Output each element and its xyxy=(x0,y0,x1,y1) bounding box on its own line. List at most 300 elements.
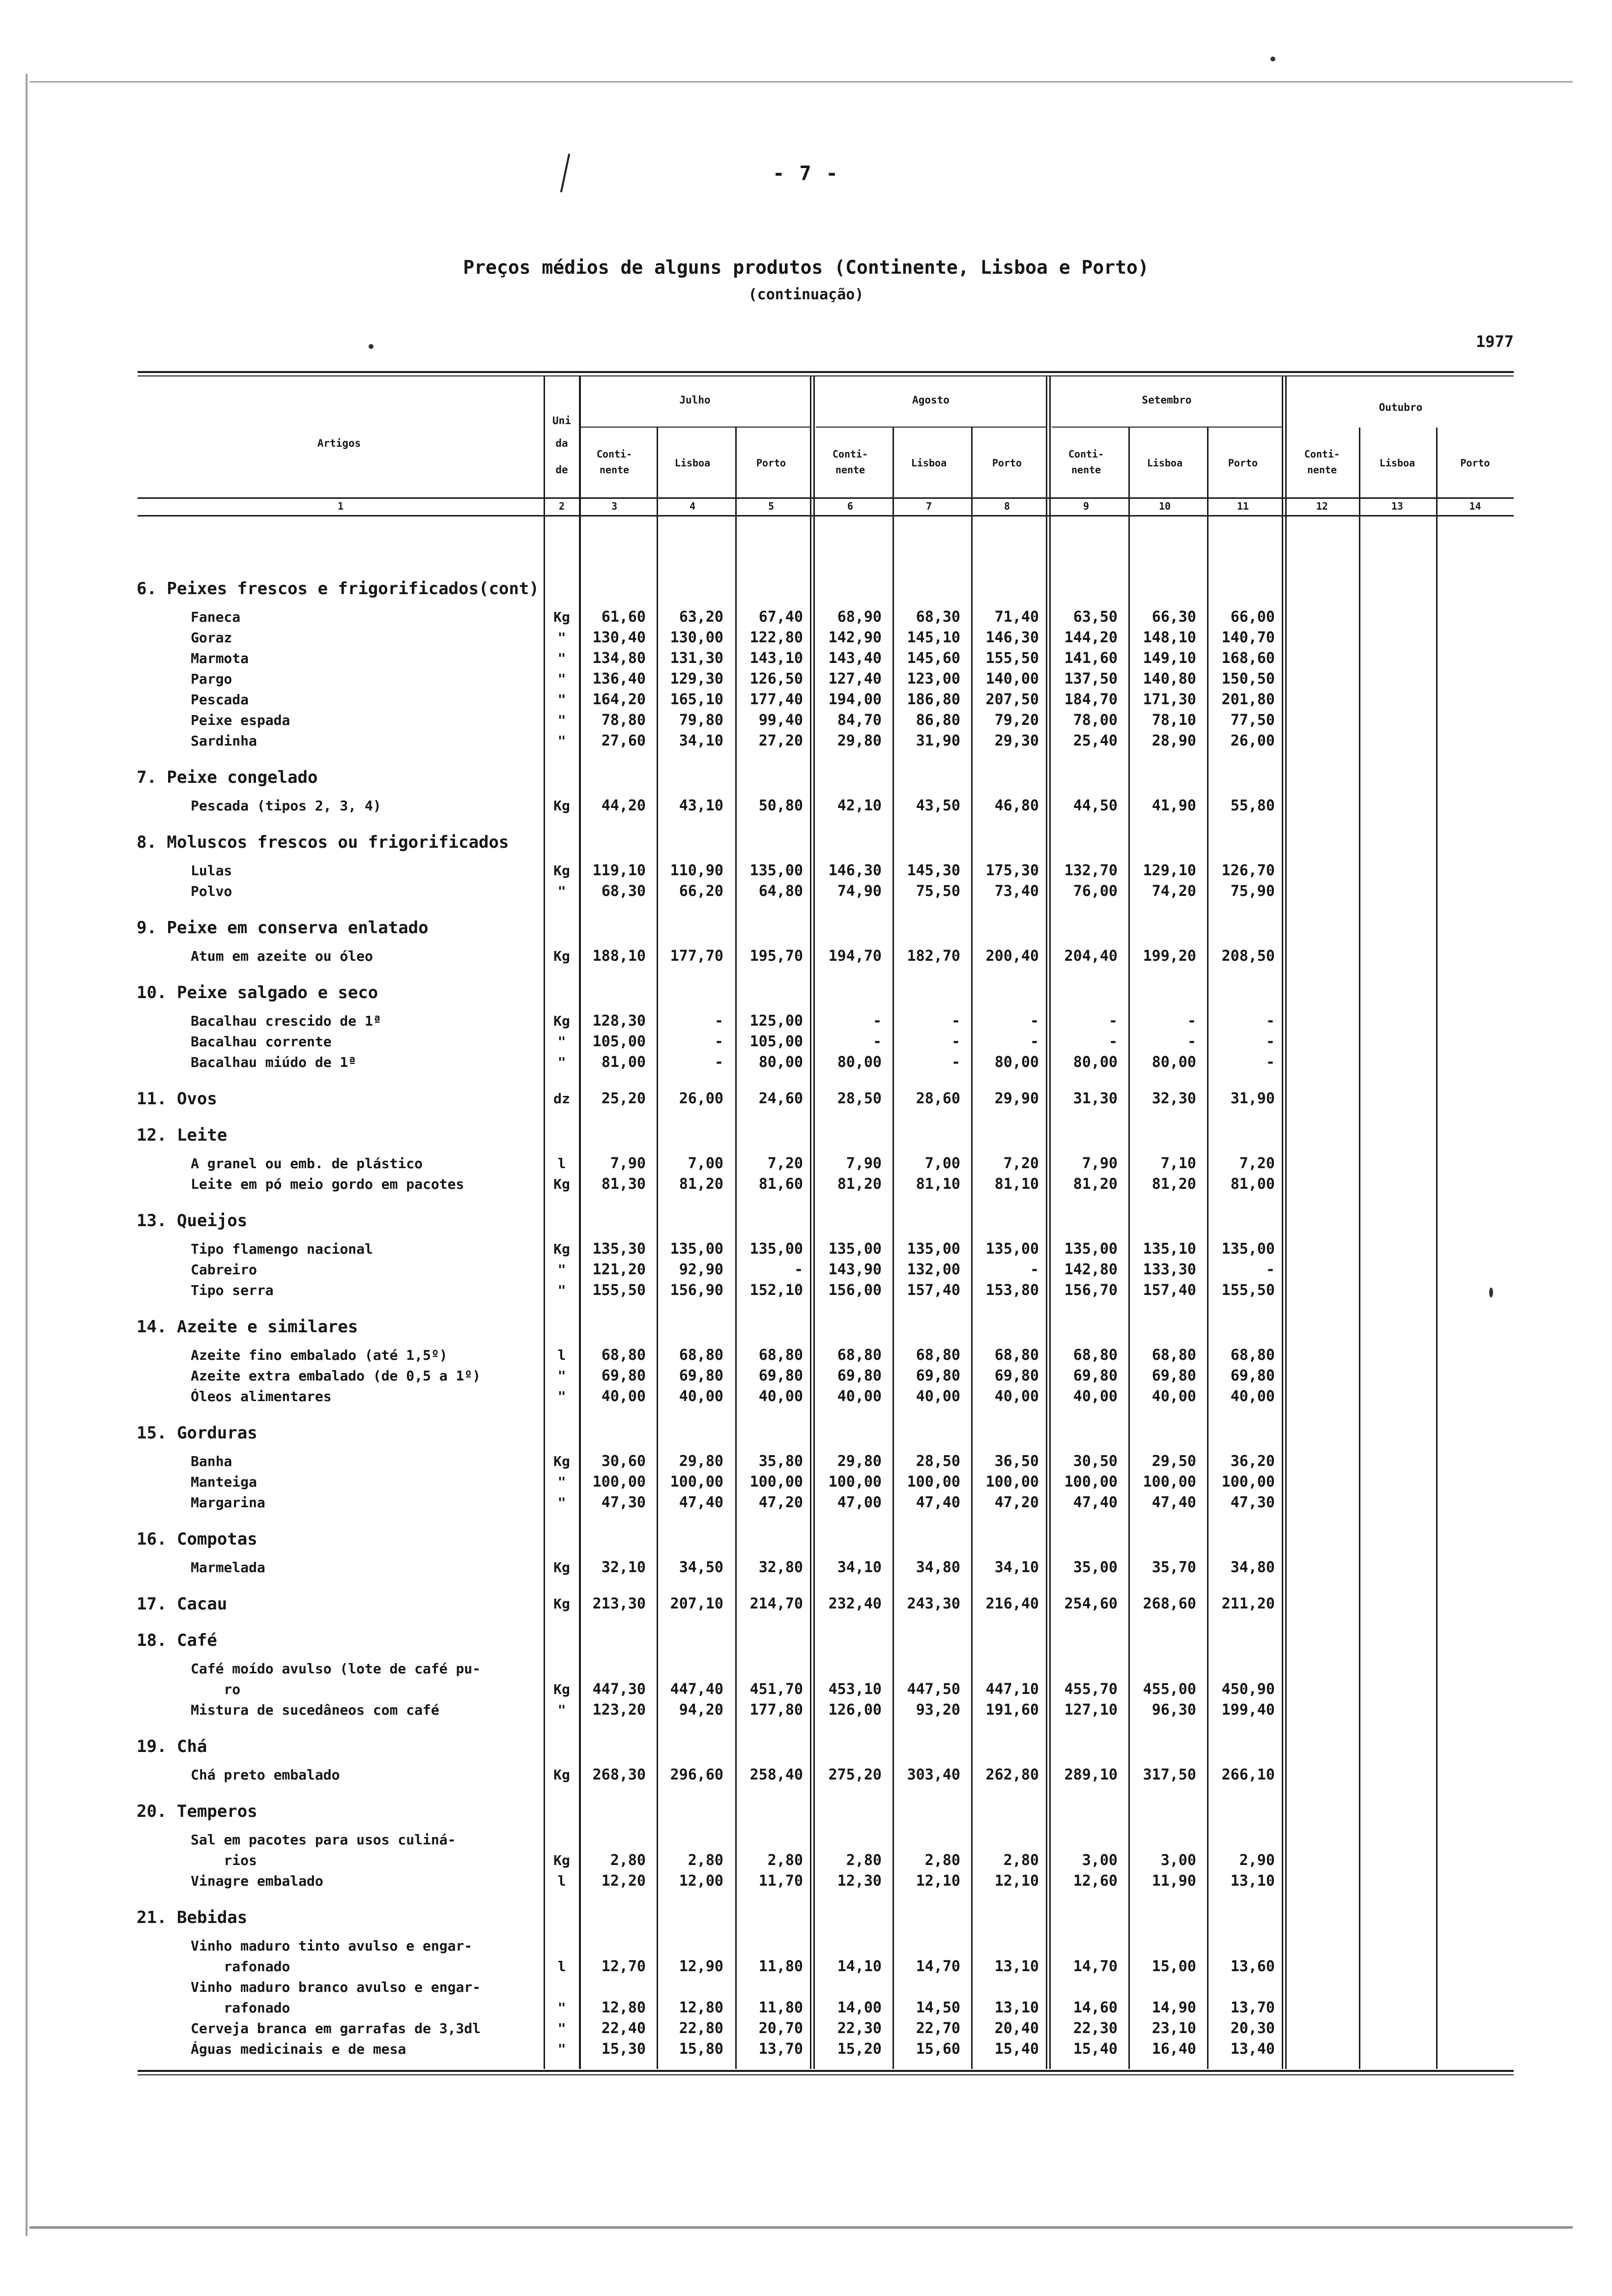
price-cell: 69,80 xyxy=(679,1367,723,1384)
price-cell: 46,80 xyxy=(994,797,1039,814)
header-month-outubro: Outubro xyxy=(1379,402,1423,413)
price-cell: 127,40 xyxy=(828,670,882,688)
header-month-julho: Julho xyxy=(679,394,711,406)
item-name: Café moído avulso (lote de café pu- xyxy=(191,1661,481,1677)
price-cell: - xyxy=(1266,1054,1275,1071)
price-cell: 126,50 xyxy=(749,670,803,688)
scan-speck xyxy=(1270,57,1275,61)
price-cell: 80,00 xyxy=(1073,1054,1118,1071)
table-row xyxy=(0,690,1612,711)
price-cell: - xyxy=(872,1033,882,1050)
price-cell: 2,80 xyxy=(688,1852,723,1869)
price-cell: 40,00 xyxy=(1073,1388,1118,1405)
header-porto: Porto xyxy=(1460,457,1490,469)
price-cell: 42,10 xyxy=(837,797,882,814)
header-unidade-1: Uni xyxy=(552,415,571,427)
header-porto: Porto xyxy=(756,457,786,469)
price-cell: 41,90 xyxy=(1151,797,1196,814)
price-cell: 194,70 xyxy=(828,947,882,965)
price-cell: - xyxy=(1030,1033,1039,1050)
column-number: 12 xyxy=(1316,500,1328,512)
price-cell: 80,00 xyxy=(758,1054,803,1071)
price-cell: 28,60 xyxy=(916,1090,960,1107)
price-cell: 171,30 xyxy=(1143,691,1196,708)
column-number: 8 xyxy=(1004,500,1010,512)
price-cell: 68,80 xyxy=(1230,1347,1275,1364)
unit-cell: " xyxy=(557,2000,566,2016)
price-cell: 207,10 xyxy=(670,1595,723,1612)
price-cell: 152,10 xyxy=(749,1282,803,1299)
unit-cell: Kg xyxy=(553,1453,570,1469)
header-month-setembro: Setembro xyxy=(1142,394,1192,406)
header-artigos: Artigos xyxy=(317,437,361,449)
price-cell: 96,30 xyxy=(1151,1701,1196,1719)
price-cell: 455,70 xyxy=(1064,1681,1118,1698)
price-cell: - xyxy=(951,1033,960,1050)
price-cell: 80,00 xyxy=(1151,1054,1196,1071)
price-cell: 23,10 xyxy=(1151,2020,1196,2037)
price-cell: 119,10 xyxy=(592,862,646,879)
price-cell: 3,00 xyxy=(1082,1852,1118,1869)
price-cell: 68,80 xyxy=(837,1347,882,1364)
table-row xyxy=(0,649,1612,669)
price-cell: - xyxy=(1266,1261,1275,1278)
table-row xyxy=(0,1978,1612,1998)
price-cell: - xyxy=(794,1261,803,1278)
price-cell: 47,20 xyxy=(758,1494,803,1511)
price-cell: 133,30 xyxy=(1143,1261,1196,1278)
price-cell: 35,70 xyxy=(1151,1559,1196,1576)
price-cell: 2,80 xyxy=(1003,1852,1039,1869)
price-cell: 2,80 xyxy=(767,1852,803,1869)
price-cell: 188,10 xyxy=(592,947,646,965)
item-name: Tipo serra xyxy=(191,1282,274,1298)
price-cell: 30,60 xyxy=(601,1453,646,1470)
price-cell: 32,30 xyxy=(1151,1090,1196,1107)
price-cell: 28,50 xyxy=(916,1453,960,1470)
item-name: Polvo xyxy=(191,883,232,899)
header-continente: nente xyxy=(835,464,865,476)
price-cell: 29,50 xyxy=(1151,1453,1196,1470)
price-cell: 100,00 xyxy=(1221,1473,1275,1491)
price-cell: 317,50 xyxy=(1143,1766,1196,1783)
table-row xyxy=(0,1053,1612,1073)
unit-cell: l xyxy=(557,1347,566,1363)
price-cell: 2,80 xyxy=(610,1852,646,1869)
unit-cell: Kg xyxy=(553,1176,570,1192)
price-cell: 14,70 xyxy=(916,1958,960,1975)
unit-cell: Kg xyxy=(553,1013,570,1029)
unit-cell: " xyxy=(557,1474,566,1490)
price-cell: 79,20 xyxy=(994,712,1039,729)
price-cell: 268,60 xyxy=(1143,1595,1196,1612)
price-cell: 81,20 xyxy=(837,1176,882,1193)
item-name: Mistura de sucedâneos com café xyxy=(191,1702,439,1718)
price-cell: 12,10 xyxy=(916,1872,960,1890)
price-cell: 447,30 xyxy=(592,1681,646,1698)
price-cell: 208,50 xyxy=(1221,947,1275,965)
price-cell: 15,60 xyxy=(916,2040,960,2058)
price-cell: 81,00 xyxy=(601,1054,646,1071)
table-row xyxy=(0,1281,1612,1301)
price-cell: - xyxy=(872,1012,882,1030)
price-cell: 31,30 xyxy=(1073,1090,1118,1107)
unit-cell: " xyxy=(557,1054,566,1070)
unit-cell: " xyxy=(557,671,566,687)
column-number: 5 xyxy=(768,500,775,512)
section-heading: 11. Ovos xyxy=(137,1089,217,1109)
item-name: Cerveja branca em garrafas de 3,3dl xyxy=(191,2020,481,2037)
price-cell: 69,80 xyxy=(837,1367,882,1384)
section-heading: 20. Temperos xyxy=(137,1802,258,1821)
unit-cell: Kg xyxy=(553,948,570,964)
price-cell: 67,40 xyxy=(758,608,803,626)
price-cell: 68,30 xyxy=(601,883,646,900)
price-cell: - xyxy=(1108,1033,1118,1050)
unit-cell: l xyxy=(557,1958,566,1975)
price-cell: 7,00 xyxy=(688,1155,723,1172)
price-cell: 81,60 xyxy=(758,1176,803,1193)
price-cell: 135,00 xyxy=(828,1240,882,1258)
price-cell: 69,80 xyxy=(758,1367,803,1384)
price-cell: 207,50 xyxy=(985,691,1039,708)
price-cell: 135,00 xyxy=(749,862,803,879)
column-number: 6 xyxy=(847,500,854,512)
price-cell: 63,20 xyxy=(679,608,723,626)
item-name: Goraz xyxy=(191,630,232,646)
price-cell: 289,10 xyxy=(1064,1766,1118,1783)
price-cell: 55,80 xyxy=(1230,797,1275,814)
price-cell: 13,10 xyxy=(994,1999,1039,2016)
price-cell: 40,00 xyxy=(679,1388,723,1405)
price-cell: 12,60 xyxy=(1073,1872,1118,1890)
price-cell: 40,00 xyxy=(994,1388,1039,1405)
item-name: Bacalhau miúdo de 1ª xyxy=(191,1054,357,1070)
section-heading: 9. Peixe em conserva enlatado xyxy=(137,918,429,938)
table-row xyxy=(0,1936,1612,1957)
price-cell: - xyxy=(1187,1033,1196,1050)
price-cell: 78,00 xyxy=(1073,712,1118,729)
price-cell: 20,40 xyxy=(994,2020,1039,2037)
price-cell: 447,50 xyxy=(907,1681,960,1698)
price-cell: 29,80 xyxy=(679,1453,723,1470)
price-cell: 153,80 xyxy=(985,1282,1039,1299)
column-number: 10 xyxy=(1158,500,1171,512)
price-cell: 156,00 xyxy=(828,1282,882,1299)
price-cell: 128,30 xyxy=(592,1012,646,1030)
price-cell: 28,50 xyxy=(837,1090,882,1107)
price-cell: 184,70 xyxy=(1064,691,1118,708)
price-cell: 143,10 xyxy=(749,650,803,667)
header-lisboa: Lisboa xyxy=(911,457,947,469)
unit-cell: l xyxy=(557,1873,566,1889)
unit-cell: " xyxy=(557,1033,566,1050)
unit-cell: Kg xyxy=(553,1559,570,1576)
price-cell: 22,40 xyxy=(601,2020,646,2037)
unit-cell: " xyxy=(557,1368,566,1384)
price-cell: 80,00 xyxy=(994,1054,1039,1071)
table-row xyxy=(0,1452,1612,1472)
price-cell: 127,10 xyxy=(1064,1701,1118,1719)
table-row xyxy=(0,1472,1612,1493)
header-unidade-2: da xyxy=(555,437,568,449)
price-cell: 69,80 xyxy=(1073,1367,1118,1384)
price-cell: 15,30 xyxy=(601,2040,646,2058)
price-cell: 12,70 xyxy=(601,1958,646,1975)
price-cell: 12,10 xyxy=(994,1872,1039,1890)
price-cell: 150,50 xyxy=(1221,670,1275,688)
item-name: Faneca xyxy=(191,609,241,625)
document-title: Preços médios de alguns produtos (Continente, Lisboa e Porto) xyxy=(463,257,1149,278)
price-cell: 47,40 xyxy=(916,1494,960,1511)
price-cell: 32,80 xyxy=(758,1559,803,1576)
price-cell: 34,80 xyxy=(1230,1559,1275,1576)
table-row xyxy=(0,1700,1612,1721)
table-row xyxy=(0,1366,1612,1387)
header-continente: Conti- xyxy=(596,448,633,460)
price-cell: 40,00 xyxy=(837,1388,882,1405)
price-cell: 34,10 xyxy=(994,1559,1039,1576)
price-cell: 131,30 xyxy=(670,650,723,667)
price-cell: 36,50 xyxy=(994,1453,1039,1470)
table-row xyxy=(0,1871,1612,1892)
item-name: Sardinha xyxy=(191,733,257,749)
price-cell: 66,20 xyxy=(679,883,723,900)
price-cell: 11,80 xyxy=(758,1958,803,1975)
scan-border-left xyxy=(26,74,28,2236)
column-number: 4 xyxy=(689,500,696,512)
price-cell: 268,30 xyxy=(592,1766,646,1783)
table-row xyxy=(0,1493,1612,1514)
price-cell: 12,80 xyxy=(601,1999,646,2016)
price-cell: 447,40 xyxy=(670,1681,723,1698)
price-cell: 143,90 xyxy=(828,1261,882,1278)
table-row xyxy=(0,947,1612,967)
header-lisboa: Lisboa xyxy=(674,457,711,469)
item-name: rafonado xyxy=(191,1958,290,1975)
price-cell: 164,20 xyxy=(592,691,646,708)
price-cell: 155,50 xyxy=(1221,1282,1275,1299)
price-cell: 13,70 xyxy=(758,2040,803,2058)
price-cell: 213,30 xyxy=(592,1595,646,1612)
table-row xyxy=(0,1659,1612,1680)
price-cell: 141,60 xyxy=(1064,650,1118,667)
price-cell: 11,90 xyxy=(1151,1872,1196,1890)
price-cell: 73,40 xyxy=(994,883,1039,900)
unit-cell: " xyxy=(557,712,566,728)
price-cell: 135,00 xyxy=(1221,1240,1275,1258)
price-cell: 135,00 xyxy=(907,1240,960,1258)
price-cell: 14,90 xyxy=(1151,1999,1196,2016)
price-cell: 455,00 xyxy=(1143,1681,1196,1698)
price-cell: 148,10 xyxy=(1143,629,1196,646)
price-cell: 14,60 xyxy=(1073,1999,1118,2016)
price-cell: 47,40 xyxy=(1073,1494,1118,1511)
price-cell: - xyxy=(1266,1012,1275,1030)
column-number: 3 xyxy=(611,500,618,512)
price-cell: 157,40 xyxy=(907,1282,960,1299)
price-cell: 69,80 xyxy=(994,1367,1039,1384)
price-cell: 126,70 xyxy=(1221,862,1275,879)
table-row xyxy=(0,1830,1612,1851)
unit-cell: Kg xyxy=(553,609,570,625)
price-cell: 35,00 xyxy=(1073,1559,1118,1576)
price-cell: 68,80 xyxy=(1151,1347,1196,1364)
price-cell: 16,40 xyxy=(1151,2040,1196,2058)
header-continente: Conti- xyxy=(832,448,868,460)
unit-cell: Kg xyxy=(553,1241,570,1257)
price-cell: 453,10 xyxy=(828,1681,882,1698)
item-name: Vinho maduro branco avulso e engar- xyxy=(191,1979,481,1995)
price-cell: 12,90 xyxy=(679,1958,723,1975)
price-cell: 68,30 xyxy=(916,608,960,626)
price-cell: 145,30 xyxy=(907,862,960,879)
price-cell: 122,80 xyxy=(749,629,803,646)
price-cell: 135,00 xyxy=(670,1240,723,1258)
scan-speck xyxy=(1489,1288,1493,1297)
item-name: Tipo flamengo nacional xyxy=(191,1241,373,1257)
price-cell: 142,80 xyxy=(1064,1261,1118,1278)
unit-cell: " xyxy=(557,2020,566,2037)
price-cell: 13,70 xyxy=(1230,1999,1275,2016)
price-cell: 100,00 xyxy=(828,1473,882,1491)
price-cell: 165,10 xyxy=(670,691,723,708)
price-cell: 199,20 xyxy=(1143,947,1196,965)
price-cell: 47,30 xyxy=(1230,1494,1275,1511)
price-cell: 74,20 xyxy=(1151,883,1196,900)
table-row xyxy=(0,1957,1612,1978)
price-cell: 40,00 xyxy=(758,1388,803,1405)
header-month-agosto: Agosto xyxy=(912,394,950,406)
unit-cell: " xyxy=(557,650,566,666)
item-name: rios xyxy=(191,1852,257,1868)
item-name: Sal em pacotes para usos culiná- xyxy=(191,1832,456,1848)
price-cell: 11,70 xyxy=(758,1872,803,1890)
item-name: Banha xyxy=(191,1453,232,1469)
price-cell: 145,10 xyxy=(907,629,960,646)
price-cell: 303,40 xyxy=(907,1766,960,1783)
price-cell: 71,40 xyxy=(994,608,1039,626)
price-cell: - xyxy=(1266,1033,1275,1050)
item-name: Peixe espada xyxy=(191,712,290,728)
price-cell: 47,40 xyxy=(1151,1494,1196,1511)
item-name: Pescada xyxy=(191,691,249,708)
price-cell: 123,00 xyxy=(907,670,960,688)
price-cell: 15,80 xyxy=(679,2040,723,2058)
price-cell: 7,20 xyxy=(767,1155,803,1172)
price-cell: 216,40 xyxy=(985,1595,1039,1612)
price-cell: 25,40 xyxy=(1073,732,1118,749)
price-cell: - xyxy=(714,1012,723,1030)
price-cell: 100,00 xyxy=(592,1473,646,1491)
unit-cell: " xyxy=(557,1494,566,1511)
price-cell: 40,00 xyxy=(601,1388,646,1405)
section-heading: 8. Moluscos frescos ou frigorificados xyxy=(137,832,509,852)
price-cell: 78,80 xyxy=(601,712,646,729)
price-cell: 25,20 xyxy=(601,1090,646,1107)
price-cell: 12,00 xyxy=(679,1872,723,1890)
column-number: 1 xyxy=(337,500,344,512)
price-cell: 34,80 xyxy=(916,1559,960,1576)
section-heading: 18. Café xyxy=(137,1631,217,1650)
price-cell: 22,30 xyxy=(1073,2020,1118,2037)
price-cell: 94,20 xyxy=(679,1701,723,1719)
price-cell: 129,10 xyxy=(1143,862,1196,879)
price-cell: 43,50 xyxy=(916,797,960,814)
section-heading: 19. Chá xyxy=(137,1737,207,1756)
price-cell: 81,00 xyxy=(1230,1176,1275,1193)
price-cell: 232,40 xyxy=(828,1595,882,1612)
price-cell: 186,80 xyxy=(907,691,960,708)
price-cell: 78,10 xyxy=(1151,712,1196,729)
price-cell: 44,50 xyxy=(1073,797,1118,814)
price-cell: 12,20 xyxy=(601,1872,646,1890)
column-number: 14 xyxy=(1469,500,1481,512)
price-cell: 7,20 xyxy=(1239,1155,1275,1172)
section-heading: 13. Queijos xyxy=(137,1211,248,1231)
price-cell: 30,50 xyxy=(1073,1453,1118,1470)
price-cell: 123,20 xyxy=(592,1701,646,1719)
price-cell: 266,10 xyxy=(1221,1766,1275,1783)
price-cell: 105,00 xyxy=(592,1033,646,1050)
price-cell: 15,40 xyxy=(994,2040,1039,2058)
item-name: Óleos alimentares xyxy=(191,1388,332,1405)
price-cell: 129,30 xyxy=(670,670,723,688)
price-cell: 29,90 xyxy=(994,1090,1039,1107)
price-cell: 50,80 xyxy=(758,797,803,814)
header-unidade-3: de xyxy=(555,464,568,476)
price-cell: 47,40 xyxy=(679,1494,723,1511)
price-cell: 20,70 xyxy=(758,2020,803,2037)
price-cell: 134,80 xyxy=(592,650,646,667)
price-cell: 135,00 xyxy=(985,1240,1039,1258)
unit-cell: " xyxy=(557,1262,566,1278)
price-cell: 47,30 xyxy=(601,1494,646,1511)
price-cell: 34,10 xyxy=(679,732,723,749)
section-heading: 15. Gorduras xyxy=(137,1423,258,1443)
column-number: 7 xyxy=(925,500,932,512)
price-cell: 99,40 xyxy=(758,712,803,729)
page-number: - 7 - xyxy=(773,162,839,185)
table-row xyxy=(0,796,1612,817)
unit-cell: " xyxy=(557,1388,566,1405)
price-cell: 146,30 xyxy=(828,862,882,879)
price-cell: 136,40 xyxy=(592,670,646,688)
price-cell: 195,70 xyxy=(749,947,803,965)
price-cell: 201,80 xyxy=(1221,691,1275,708)
price-cell: 75,50 xyxy=(916,883,960,900)
price-cell: 81,20 xyxy=(1151,1176,1196,1193)
table-row xyxy=(0,1594,1612,1615)
price-cell: 135,30 xyxy=(592,1240,646,1258)
item-name: Margarina xyxy=(191,1494,265,1511)
price-cell: 177,80 xyxy=(749,1701,803,1719)
price-cell: 156,90 xyxy=(670,1282,723,1299)
unit-cell: dz xyxy=(553,1091,570,1107)
price-cell: 15,20 xyxy=(837,2040,882,2058)
table-row xyxy=(0,1239,1612,1260)
unit-cell: " xyxy=(557,691,566,708)
column-number: 13 xyxy=(1391,500,1404,512)
table-row xyxy=(0,607,1612,628)
price-cell: 35,80 xyxy=(758,1453,803,1470)
item-name: Marmota xyxy=(191,650,249,666)
price-cell: 100,00 xyxy=(907,1473,960,1491)
section-heading: 12. Leite xyxy=(137,1125,228,1145)
price-cell: 149,10 xyxy=(1143,650,1196,667)
price-cell: 13,60 xyxy=(1230,1958,1275,1975)
price-cell: 27,60 xyxy=(601,732,646,749)
